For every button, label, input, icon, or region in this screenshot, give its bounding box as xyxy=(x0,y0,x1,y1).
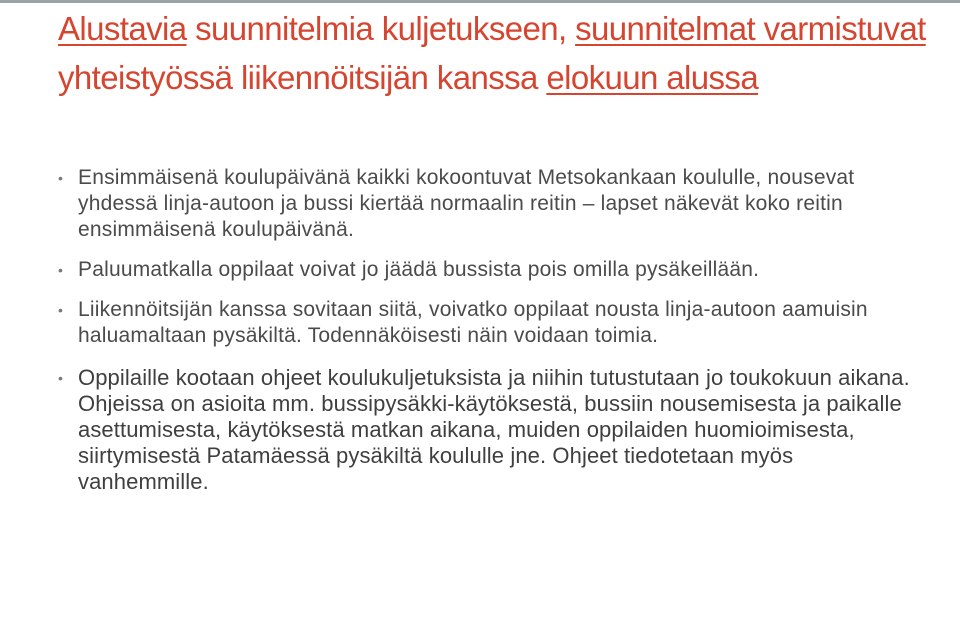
title-segment-alustavia[interactable]: Alustavia xyxy=(58,10,187,47)
bullet-item xyxy=(58,257,918,283)
title-segment-plain-1: suunnitelmia kuljetukseen, xyxy=(186,10,576,47)
bullet-item xyxy=(58,297,918,349)
title-segment-suunnitelmat[interactable]: suunnitelmat varmistuvat xyxy=(575,10,926,47)
bullet-list xyxy=(58,165,918,495)
bullet-item xyxy=(58,365,918,495)
bullet-text: Ensimmäisenä koulupäivänä kaikki kokoontuvat Metsokankaan koululle, nousevat yhdessä linja-autoon ja bussi kiertää normaalin reitin – lapset näkevät koko reitin ensimmäisenä koulupäivänä. xyxy=(78,166,855,241)
top-rule xyxy=(0,0,960,3)
slide-title xyxy=(58,4,938,102)
bullet-text: Paluumatkalla oppilaat voivat jo jäädä bussista pois omilla pysäkeillään. xyxy=(78,258,760,281)
bullet-text: Oppilaille kootaan ohjeet koulukuljetuksista ja niihin tutustutaan jo toukokuun aikana. Ohjeissa on asioita mm. bussipysäkki-käytöksestä, bussiin nousemisesta ja paikalle asettumisesta, käytöksestä matkan aikana, muiden oppilaiden huomioimisesta, siirtymisestä Patamäessä pysäkiltä koululle jne. Ohjeet tiedotetaan myös vanhemmille. xyxy=(78,365,910,494)
bullet-item xyxy=(58,165,918,243)
bullet-dot-icon: • xyxy=(58,302,64,318)
title-segment-plain-2: yhteistyössä liikennöitsijän kanssa xyxy=(58,59,547,96)
title-segment-elokuun[interactable]: elokuun alussa xyxy=(546,59,759,96)
bullet-dot-icon: • xyxy=(58,370,64,386)
bullet-dot-icon: • xyxy=(58,262,64,278)
bullet-dot-icon: • xyxy=(58,170,64,186)
bullet-text: Liikennöitsijän kanssa sovitaan siitä, voivatko oppilaat nousta linja-autoon aamuisin haluamaltaan pysäkiltä. Todennäköisesti näin voidaan toimia. xyxy=(78,298,868,347)
